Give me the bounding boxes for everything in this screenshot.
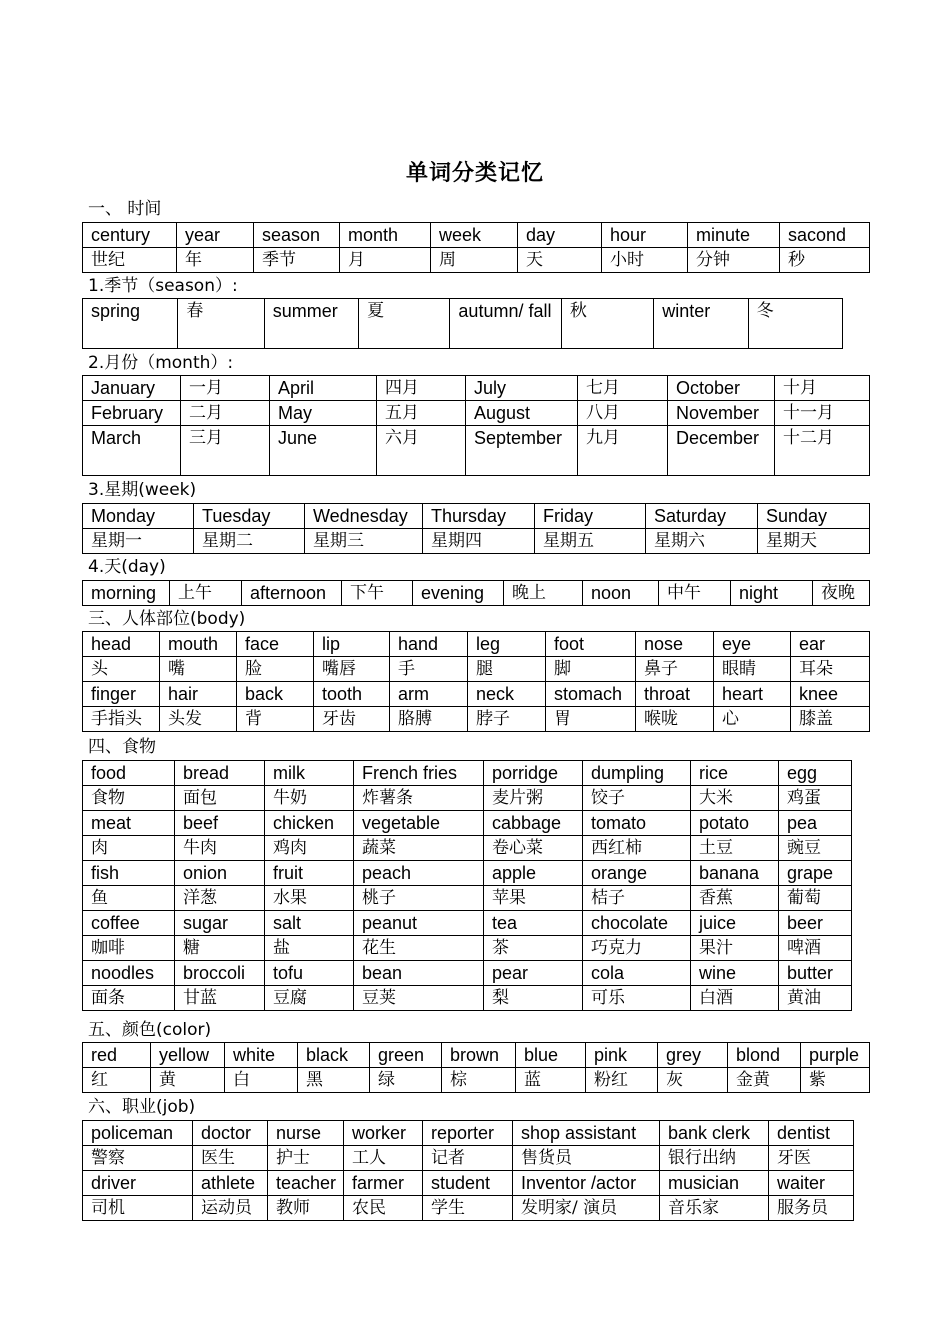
table-cell: pea	[779, 811, 852, 836]
table-cell: grey	[658, 1043, 728, 1068]
table-row	[83, 376, 870, 401]
table-cell: banana	[691, 861, 779, 886]
table-cell: 牙齿	[314, 707, 390, 732]
table-cell: 夏	[359, 299, 450, 349]
table-cell: 面条	[83, 986, 175, 1011]
table-cell: 面包	[175, 786, 265, 811]
table-cell: tea	[484, 911, 583, 936]
table-cell: hour	[602, 223, 688, 248]
table-cell: 土豆	[691, 836, 779, 861]
table-cell: 季节	[254, 248, 340, 273]
table-row	[83, 911, 852, 936]
table-cell: farmer	[344, 1171, 423, 1196]
table-cell: 黄	[151, 1068, 225, 1093]
body-table	[82, 631, 870, 732]
table-cell: back	[237, 682, 314, 707]
table-cell: Saturday	[646, 504, 758, 529]
table-cell: autumn/ fall	[450, 299, 561, 349]
table-cell: heart	[714, 682, 791, 707]
table-cell: 盐	[265, 936, 354, 961]
table-cell: 白酒	[691, 986, 779, 1011]
table-cell: night	[731, 581, 813, 606]
table-cell: 心	[714, 707, 791, 732]
table-cell: afternoon	[242, 581, 342, 606]
table-cell: morning	[83, 581, 170, 606]
table-cell: 八月	[578, 401, 668, 426]
table-cell: 分钟	[688, 248, 780, 273]
table-cell: winter	[654, 299, 748, 349]
month-table	[82, 375, 870, 476]
table-cell: 音乐家	[660, 1196, 769, 1221]
table-cell: 豌豆	[779, 836, 852, 861]
table-cell: dentist	[769, 1121, 854, 1146]
table-cell: 炸薯条	[354, 786, 484, 811]
table-cell: Sunday	[758, 504, 870, 529]
table-cell: 星期三	[305, 529, 423, 554]
table-cell: 一月	[181, 376, 270, 401]
table-cell: February	[83, 401, 181, 426]
table-cell: 头发	[160, 707, 237, 732]
table-cell: ear	[791, 632, 870, 657]
table-cell: throat	[636, 682, 714, 707]
table-cell: waiter	[769, 1171, 854, 1196]
table-cell: reporter	[423, 1121, 513, 1146]
table-cell: 胃	[546, 707, 636, 732]
table-cell: red	[83, 1043, 151, 1068]
table-row	[83, 1196, 854, 1221]
table-cell: 黑	[298, 1068, 370, 1093]
table-cell: butter	[779, 961, 852, 986]
table-cell: onion	[175, 861, 265, 886]
table-cell: bean	[354, 961, 484, 986]
table-cell: bread	[175, 761, 265, 786]
table-cell: 梨	[484, 986, 583, 1011]
table-cell: beer	[779, 911, 852, 936]
table-row	[83, 1121, 854, 1146]
day-table	[82, 580, 870, 606]
section-label-month: 2.月份（month）:	[88, 353, 234, 373]
section-label-color: 五、颜色(color)	[88, 1020, 212, 1040]
table-cell: cabbage	[484, 811, 583, 836]
table-row	[83, 581, 870, 606]
table-cell: minute	[688, 223, 780, 248]
table-cell: policeman	[83, 1121, 193, 1146]
table-cell: sugar	[175, 911, 265, 936]
table-cell: 上午	[170, 581, 242, 606]
time-table	[82, 222, 870, 273]
table-row	[83, 426, 870, 476]
table-row	[83, 886, 852, 911]
table-cell: purple	[801, 1043, 870, 1068]
table-cell: 大米	[691, 786, 779, 811]
table-cell: 糖	[175, 936, 265, 961]
table-cell: 腿	[468, 657, 546, 682]
table-cell: black	[298, 1043, 370, 1068]
table-cell: 咖啡	[83, 936, 175, 961]
table-cell: fish	[83, 861, 175, 886]
section-label-food: 四、食物	[88, 737, 156, 757]
table-cell: 麦片粥	[484, 786, 583, 811]
table-cell: student	[423, 1171, 513, 1196]
table-cell: 年	[177, 248, 254, 273]
table-cell: 下午	[342, 581, 413, 606]
table-row	[83, 861, 852, 886]
table-cell: 豆荚	[354, 986, 484, 1011]
table-cell: hand	[390, 632, 468, 657]
table-cell: French fries	[354, 761, 484, 786]
table-row	[83, 1068, 870, 1093]
table-cell: 茶	[484, 936, 583, 961]
table-cell: pink	[586, 1043, 658, 1068]
table-cell: 牙医	[769, 1146, 854, 1171]
table-cell: wine	[691, 961, 779, 986]
table-cell: 世纪	[83, 248, 177, 273]
table-cell: 十二月	[775, 426, 870, 476]
table-row	[83, 529, 870, 554]
table-row	[83, 1171, 854, 1196]
table-cell: nose	[636, 632, 714, 657]
table-cell: 司机	[83, 1196, 193, 1221]
table-cell: 十一月	[775, 401, 870, 426]
table-cell: 眼睛	[714, 657, 791, 682]
table-cell: 脚	[546, 657, 636, 682]
table-cell: 星期天	[758, 529, 870, 554]
table-cell: Tuesday	[194, 504, 305, 529]
table-cell: finger	[83, 682, 160, 707]
section-label-season: 1.季节（season）:	[88, 276, 238, 296]
table-cell: foot	[546, 632, 636, 657]
table-cell: 鼻子	[636, 657, 714, 682]
table-cell: 五月	[377, 401, 466, 426]
table-cell: 星期六	[646, 529, 758, 554]
table-cell: 警察	[83, 1146, 193, 1171]
table-cell: head	[83, 632, 160, 657]
table-cell: 月	[340, 248, 431, 273]
table-row	[83, 223, 870, 248]
section-label-job: 六、职业(job)	[88, 1097, 196, 1117]
table-cell: 花生	[354, 936, 484, 961]
table-cell: nurse	[268, 1121, 344, 1146]
table-cell: 银行出纳	[660, 1146, 769, 1171]
table-cell: 苹果	[484, 886, 583, 911]
table-cell: peanut	[354, 911, 484, 936]
table-cell: musician	[660, 1171, 769, 1196]
table-cell: 星期四	[423, 529, 535, 554]
table-cell: noon	[583, 581, 659, 606]
table-cell: 喉咙	[636, 707, 714, 732]
table-cell: tofu	[265, 961, 354, 986]
table-cell: July	[466, 376, 578, 401]
table-cell: day	[518, 223, 602, 248]
table-cell: 啤酒	[779, 936, 852, 961]
table-row	[83, 1146, 854, 1171]
table-cell: rice	[691, 761, 779, 786]
table-cell: 手指头	[83, 707, 160, 732]
table-cell: dumpling	[583, 761, 691, 786]
table-row	[83, 836, 852, 861]
table-cell: 膝盖	[791, 707, 870, 732]
table-cell: 手	[390, 657, 468, 682]
table-cell: 粉红	[586, 1068, 658, 1093]
table-cell: 耳朵	[791, 657, 870, 682]
table-cell: 头	[83, 657, 160, 682]
table-cell: 绿	[370, 1068, 442, 1093]
table-row	[83, 657, 870, 682]
table-cell: summer	[264, 299, 358, 349]
table-cell: 学生	[423, 1196, 513, 1221]
season-table	[82, 298, 843, 349]
table-cell: 教师	[268, 1196, 344, 1221]
table-cell: food	[83, 761, 175, 786]
table-cell: 紫	[801, 1068, 870, 1093]
table-cell: 护士	[268, 1146, 344, 1171]
job-table	[82, 1120, 854, 1221]
table-cell: salt	[265, 911, 354, 936]
table-cell: September	[466, 426, 578, 476]
table-cell: 桔子	[583, 886, 691, 911]
table-cell: tomato	[583, 811, 691, 836]
table-cell: Inventor /actor	[513, 1171, 660, 1196]
table-cell: 牛奶	[265, 786, 354, 811]
table-row	[83, 248, 870, 273]
table-cell: 四月	[377, 376, 466, 401]
table-cell: blue	[516, 1043, 586, 1068]
table-cell: 牛肉	[175, 836, 265, 861]
table-cell: evening	[413, 581, 504, 606]
table-cell: neck	[468, 682, 546, 707]
table-cell: 售货员	[513, 1146, 660, 1171]
table-cell: 香蕉	[691, 886, 779, 911]
table-cell: 金黄	[728, 1068, 801, 1093]
table-cell: meat	[83, 811, 175, 836]
table-cell: 星期一	[83, 529, 194, 554]
table-cell: peach	[354, 861, 484, 886]
table-cell: 星期五	[535, 529, 646, 554]
table-cell: 十月	[775, 376, 870, 401]
table-cell: 胳膊	[390, 707, 468, 732]
table-cell: 冬	[748, 299, 842, 349]
table-cell: 可乐	[583, 986, 691, 1011]
table-cell: month	[340, 223, 431, 248]
table-cell: 农民	[344, 1196, 423, 1221]
table-cell: milk	[265, 761, 354, 786]
table-cell: 天	[518, 248, 602, 273]
table-cell: stomach	[546, 682, 636, 707]
table-cell: egg	[779, 761, 852, 786]
table-cell: vegetable	[354, 811, 484, 836]
table-row	[83, 707, 870, 732]
table-cell: juice	[691, 911, 779, 936]
table-cell: 春	[178, 299, 264, 349]
table-cell: 中午	[659, 581, 731, 606]
table-cell: spring	[83, 299, 178, 349]
table-cell: 脖子	[468, 707, 546, 732]
table-cell: 红	[83, 1068, 151, 1093]
table-cell: December	[668, 426, 775, 476]
table-cell: doctor	[193, 1121, 268, 1146]
food-table	[82, 760, 852, 1011]
table-cell: arm	[390, 682, 468, 707]
table-cell: August	[466, 401, 578, 426]
table-cell: 嘴	[160, 657, 237, 682]
table-cell: grape	[779, 861, 852, 886]
table-cell: mouth	[160, 632, 237, 657]
table-row	[83, 1043, 870, 1068]
table-row	[83, 401, 870, 426]
table-cell: 背	[237, 707, 314, 732]
table-cell: 果汁	[691, 936, 779, 961]
table-cell: orange	[583, 861, 691, 886]
table-cell: 肉	[83, 836, 175, 861]
table-cell: chocolate	[583, 911, 691, 936]
table-cell: June	[270, 426, 377, 476]
table-cell: Monday	[83, 504, 194, 529]
table-cell: 医生	[193, 1146, 268, 1171]
table-cell: blond	[728, 1043, 801, 1068]
table-row	[83, 632, 870, 657]
table-cell: 黄油	[779, 986, 852, 1011]
table-cell: Wednesday	[305, 504, 423, 529]
table-cell: 葡萄	[779, 886, 852, 911]
table-cell: white	[225, 1043, 298, 1068]
table-row	[83, 786, 852, 811]
table-row	[83, 504, 870, 529]
table-cell: 记者	[423, 1146, 513, 1171]
table-cell: 夜晚	[813, 581, 870, 606]
table-cell: 桃子	[354, 886, 484, 911]
table-cell: lip	[314, 632, 390, 657]
table-row	[83, 811, 852, 836]
table-cell: hair	[160, 682, 237, 707]
table-cell: cola	[583, 961, 691, 986]
table-cell: 七月	[578, 376, 668, 401]
table-cell: chicken	[265, 811, 354, 836]
table-row	[83, 682, 870, 707]
table-cell: 棕	[442, 1068, 516, 1093]
table-cell: 巧克力	[583, 936, 691, 961]
table-cell: century	[83, 223, 177, 248]
table-cell: 周	[431, 248, 518, 273]
table-cell: shop assistant	[513, 1121, 660, 1146]
table-cell: 洋葱	[175, 886, 265, 911]
table-cell: leg	[468, 632, 546, 657]
table-cell: potato	[691, 811, 779, 836]
table-row	[83, 936, 852, 961]
table-cell: 服务员	[769, 1196, 854, 1221]
table-cell: 鸡蛋	[779, 786, 852, 811]
table-row	[83, 986, 852, 1011]
table-cell: knee	[791, 682, 870, 707]
table-cell: face	[237, 632, 314, 657]
table-cell: 小时	[602, 248, 688, 273]
table-cell: pear	[484, 961, 583, 986]
table-cell: broccoli	[175, 961, 265, 986]
table-cell: sacond	[780, 223, 870, 248]
table-cell: 晚上	[504, 581, 583, 606]
table-cell: Friday	[535, 504, 646, 529]
table-cell: 发明家/ 演员	[513, 1196, 660, 1221]
table-cell: November	[668, 401, 775, 426]
table-cell: season	[254, 223, 340, 248]
table-cell: 运动员	[193, 1196, 268, 1221]
table-cell: 鱼	[83, 886, 175, 911]
table-cell: noodles	[83, 961, 175, 986]
table-cell: yellow	[151, 1043, 225, 1068]
table-cell: 嘴唇	[314, 657, 390, 682]
table-cell: 豆腐	[265, 986, 354, 1011]
table-cell: year	[177, 223, 254, 248]
table-cell: 秒	[780, 248, 870, 273]
table-cell: March	[83, 426, 181, 476]
section-label-body: 三、人体部位(body)	[88, 609, 246, 629]
table-cell: coffee	[83, 911, 175, 936]
table-cell: beef	[175, 811, 265, 836]
table-cell: apple	[484, 861, 583, 886]
section-label-time: 一、 时间	[88, 199, 162, 219]
table-cell: 水果	[265, 886, 354, 911]
table-cell: 鸡肉	[265, 836, 354, 861]
table-row	[83, 961, 852, 986]
table-cell: 蓝	[516, 1068, 586, 1093]
table-cell: 蔬菜	[354, 836, 484, 861]
table-cell: 白	[225, 1068, 298, 1093]
table-cell: porridge	[484, 761, 583, 786]
table-cell: teacher	[268, 1171, 344, 1196]
table-cell: fruit	[265, 861, 354, 886]
page-title: 单词分类记忆	[405, 161, 544, 186]
table-cell: April	[270, 376, 377, 401]
table-cell: 二月	[181, 401, 270, 426]
table-cell: 六月	[377, 426, 466, 476]
table-cell: worker	[344, 1121, 423, 1146]
table-row	[83, 761, 852, 786]
table-cell: 灰	[658, 1068, 728, 1093]
color-table	[82, 1042, 870, 1093]
table-cell: bank clerk	[660, 1121, 769, 1146]
table-cell: January	[83, 376, 181, 401]
table-cell: 饺子	[583, 786, 691, 811]
table-cell: brown	[442, 1043, 516, 1068]
table-cell: 西红柿	[583, 836, 691, 861]
table-cell: 星期二	[194, 529, 305, 554]
table-cell: October	[668, 376, 775, 401]
table-cell: 甘蓝	[175, 986, 265, 1011]
section-label-week: 3.星期(week)	[88, 480, 197, 500]
table-cell: 工人	[344, 1146, 423, 1171]
table-cell: 九月	[578, 426, 668, 476]
table-cell: 秋	[561, 299, 653, 349]
section-label-day: 4.天(day)	[88, 557, 166, 577]
table-cell: eye	[714, 632, 791, 657]
table-cell: 卷心菜	[484, 836, 583, 861]
table-cell: athlete	[193, 1171, 268, 1196]
week-table	[82, 503, 870, 554]
table-cell: green	[370, 1043, 442, 1068]
table-cell: 三月	[181, 426, 270, 476]
table-cell: driver	[83, 1171, 193, 1196]
table-cell: Thursday	[423, 504, 535, 529]
table-cell: tooth	[314, 682, 390, 707]
table-cell: 食物	[83, 786, 175, 811]
table-cell: week	[431, 223, 518, 248]
table-cell: 脸	[237, 657, 314, 682]
table-cell: May	[270, 401, 377, 426]
table-row	[83, 299, 843, 349]
